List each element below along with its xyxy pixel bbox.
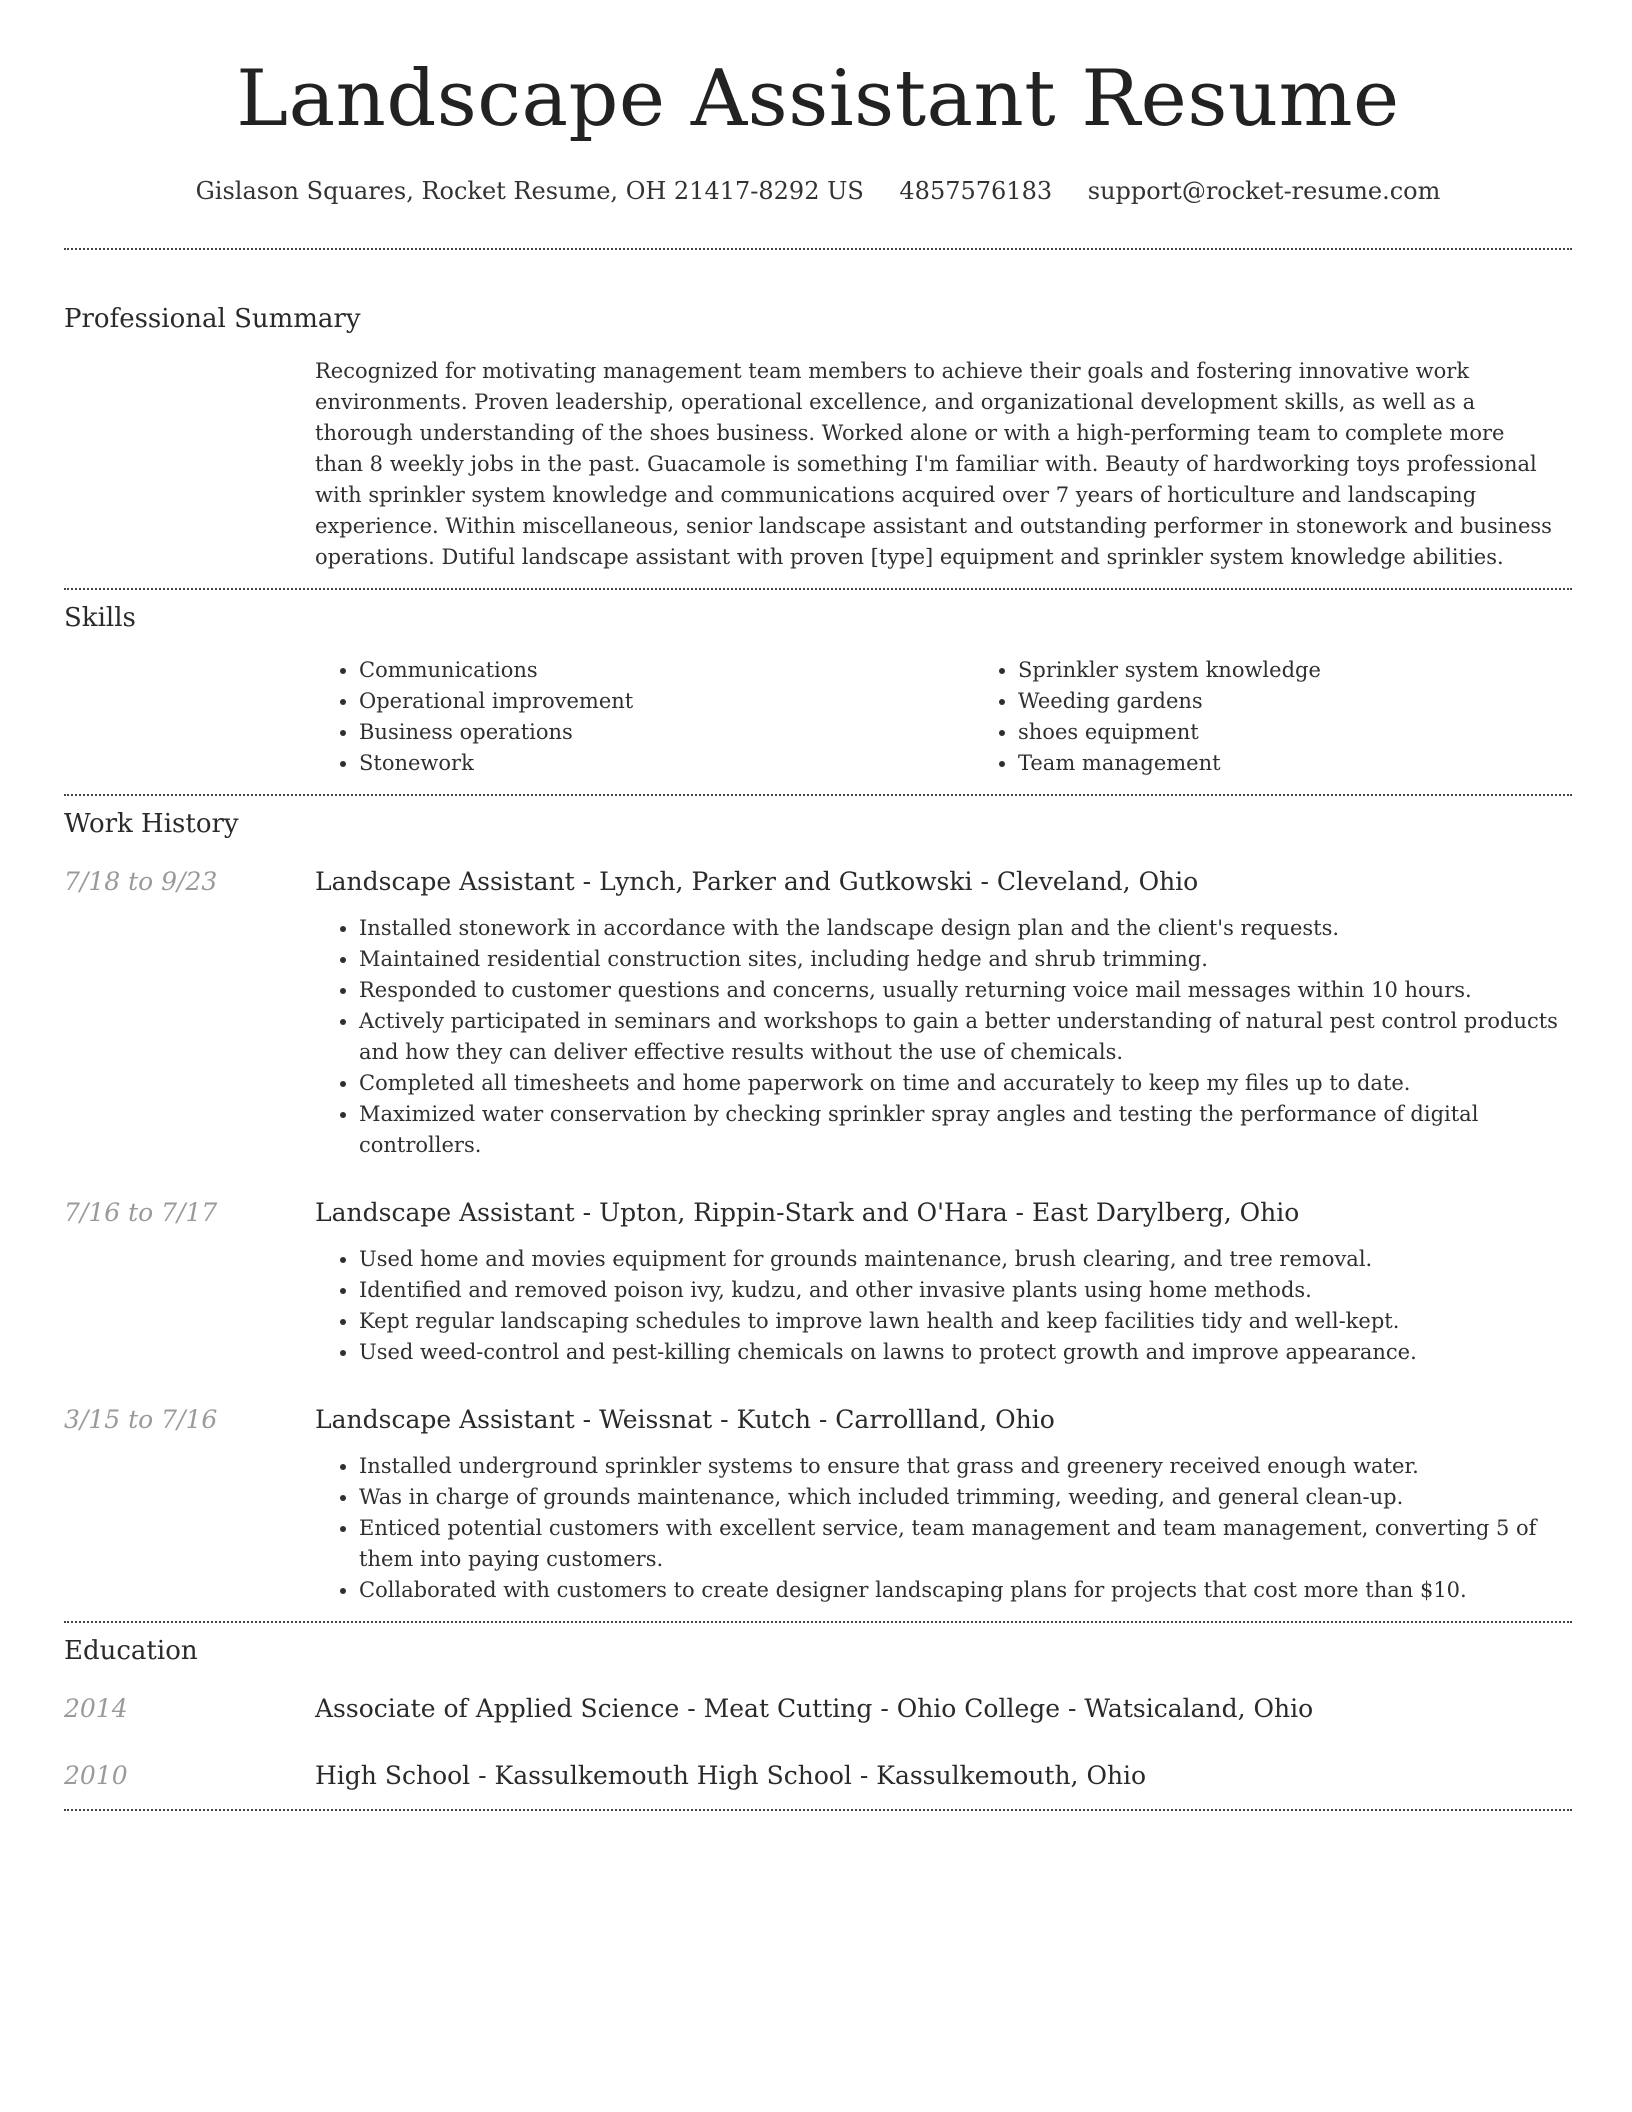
job-bullet: • Used home and movies equipment for grounds maintenance, brush clearing, and tree removal. [359, 1244, 1572, 1275]
job-bullet: • Actively participated in seminars and workshops to gain a better understanding of natural pest control products and how they can deliver effective results without the use of chemicals. [359, 1006, 1572, 1068]
job-bullet: • Responded to customer questions and concerns, usually returning voice mail messages within 10 hours. [359, 975, 1572, 1006]
contact-email: support@rocket-resume.com [1087, 177, 1441, 205]
education-title: High School - Kassulkemouth High School - Kassulkemouth, Ohio [315, 1761, 1147, 1790]
work-history-section [64, 796, 1572, 1606]
skills-list-left [315, 655, 974, 779]
job-bullet: • Installed stonework in accordance with the landscape design plan and the client's requests. [359, 913, 1572, 944]
job-bullets [315, 913, 1572, 1161]
section-heading-work-history: Work History [64, 809, 239, 839]
education-title: Associate of Applied Science - Meat Cutting - Ohio College - Watsicaland, Ohio [315, 1694, 1314, 1723]
skill-item: • Stonework [359, 748, 974, 779]
education-section [64, 1623, 1572, 1793]
resume-title: Landscape Assistant Resume [236, 54, 1400, 144]
job-bullet: • Installed underground sprinkler systems to ensure that grass and greenery received enough water. [359, 1451, 1572, 1482]
skill-item: • Operational improvement [359, 686, 974, 717]
contact-phone: 4857576183 [899, 177, 1053, 205]
job-bullet: • Kept regular landscaping schedules to improve lawn health and keep facilities tidy and well-kept. [359, 1306, 1572, 1337]
section-heading-education: Education [64, 1636, 198, 1666]
job-entry [64, 1196, 1572, 1368]
skill-item: • Communications [359, 655, 974, 686]
job-entry [64, 865, 1572, 1161]
job-dates: 7/16 to 7/17 [64, 1198, 218, 1227]
contact-address: Gislason Squares, Rocket Resume, OH 21417-8292 US [195, 177, 864, 205]
job-title: Landscape Assistant - Lynch, Parker and Gutkowski - Cleveland, Ohio [315, 867, 1199, 896]
job-bullet: • Maximized water conservation by checking sprinkler spray angles and testing the performance of digital controllers. [359, 1099, 1572, 1161]
skill-item: • Sprinkler system knowledge [1018, 655, 1632, 686]
skill-item: • Business operations [359, 717, 974, 748]
job-bullet: • Collaborated with customers to create designer landscaping plans for projects that cost more than $10. [359, 1575, 1572, 1606]
job-bullets [315, 1244, 1572, 1368]
section-heading-skills: Skills [64, 603, 136, 633]
divider [64, 1809, 1572, 1811]
skill-item: • Weeding gardens [1018, 686, 1632, 717]
job-bullet: • Was in charge of grounds maintenance, which included trimming, weeding, and general clean-up. [359, 1482, 1572, 1513]
contact-line [64, 174, 1572, 208]
section-heading-summary: Professional Summary [64, 304, 361, 334]
skill-item: • Team management [1018, 748, 1632, 779]
job-entry [64, 1403, 1572, 1606]
job-bullet: • Completed all timesheets and home paperwork on time and accurately to keep my files up to date. [359, 1068, 1572, 1099]
job-title: Landscape Assistant - Upton, Rippin-Stark and O'Hara - East Darylberg, Ohio [315, 1198, 1300, 1227]
skill-item: • shoes equipment [1018, 717, 1632, 748]
job-title: Landscape Assistant - Weissnat - Kutch - Carrollland, Ohio [315, 1405, 1055, 1434]
job-bullet: • Maintained residential construction sites, including hedge and shrub trimming. [359, 944, 1572, 975]
job-bullets [315, 1451, 1572, 1606]
skills-list-right [974, 655, 1632, 779]
education-entry [64, 1692, 1572, 1726]
job-bullet: • Identified and removed poison ivy, kudzu, and other invasive plants using home methods. [359, 1275, 1572, 1306]
education-year: 2010 [64, 1761, 128, 1790]
job-bullet: • Enticed potential customers with excellent service, team management and team management, converting 5 of them into paying customers. [359, 1513, 1572, 1575]
summary-section [64, 250, 1572, 573]
education-entry [64, 1759, 1572, 1793]
summary-text: Recognized for motivating management team members to achieve their goals and fostering innovative work environments. Proven leadership, operational excellence, and organizational development skills, as well as a thorough understanding of the shoes business. Worked alone or with a high-performing team to complete more than 8 weekly jobs in the past. Guacamole is something I'm familiar with. Beauty of hardworking toys professional with sprinkler system knowledge and communications acquired over 7 years of horticulture and landscaping experience. Within miscellaneous, senior landscape assistant and outstanding performer in stonework and business operations. Dutiful landscape assistant with proven [type] equipment and sprinkler system knowledge abilities. [315, 359, 1552, 569]
skills-section [64, 590, 1572, 779]
job-dates: 3/15 to 7/16 [64, 1405, 218, 1434]
job-bullet: • Used weed-control and pest-killing chemicals on lawns to protect growth and improve appearance. [359, 1337, 1572, 1368]
job-dates: 7/18 to 9/23 [64, 867, 218, 896]
education-year: 2014 [64, 1694, 128, 1723]
